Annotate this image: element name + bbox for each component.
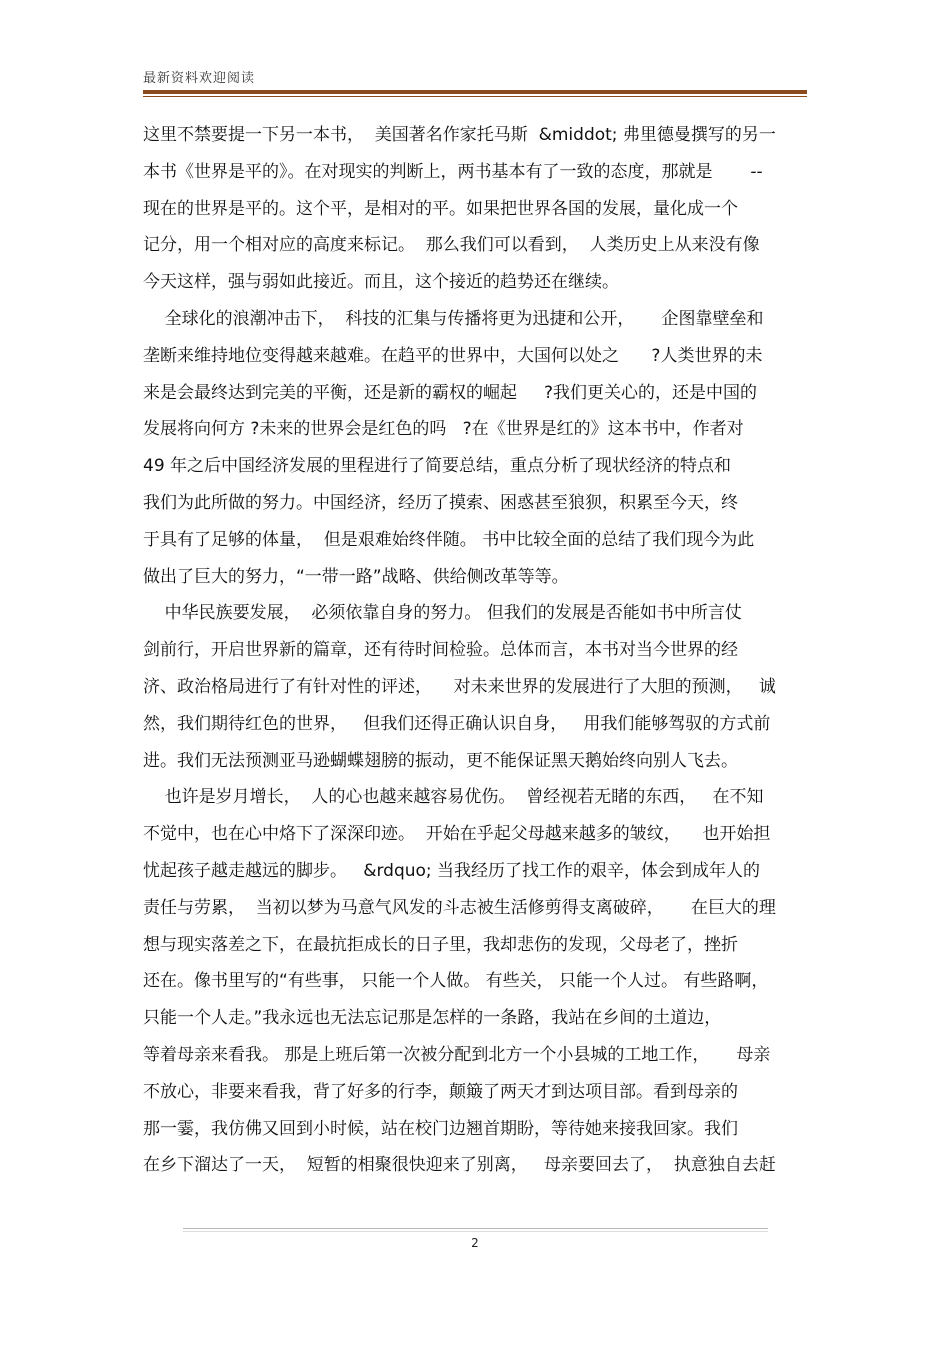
page-number: 2	[471, 1236, 479, 1250]
text-line: 49 年之后中国经济发展的里程进行了简要总结，重点分析了现状经济的特点和	[143, 456, 732, 477]
text-line: 剑前行，开启世界新的篇章，还有待时间检验。总体而言，本书对当今世界的经	[143, 640, 738, 661]
text-line: 想与现实落差之下，在最抗拒成长的日子里，我却悲伤的发现，父母老了，挫折	[143, 934, 738, 955]
text-line: 做出了巨大的努力，“一带一路”战略、供给侧改革等等。	[143, 566, 569, 587]
header-divider-thin	[143, 96, 807, 97]
text-line: 等着母亲来看我。 那是上班后第一次被分配到北方一个小县城的工地工作， 母亲	[143, 1044, 771, 1065]
text-line: 垄断来维持地位变得越来越难。在趋平的世界中，大国何以处之 ?人类世界的未	[143, 345, 763, 366]
text-line: 在乡下溜达了一天， 短暂的相聚很快迎来了别离， 母亲要回去了， 执意独自去赶	[143, 1155, 776, 1176]
header-title: 最新资料欢迎阅读	[143, 71, 256, 86]
text-line: 本书《世界是平的》。在对现实的判断上，两书基本有了一致的态度，那就是 --	[143, 161, 763, 182]
text-line: 不觉中，也在心中烙下了深深印迹。 开始在乎起父母越来越多的皱纹， 也开始担	[143, 824, 771, 845]
footer-divider-thin	[183, 1231, 768, 1232]
text-line: 济、政治格局进行了有针对性的评述， 对未来世界的发展进行了大胆的预测， 诚	[143, 676, 776, 697]
text-line: 我们为此所做的努力。中国经济，经历了摸索、困惑甚至狼狈，积累至今天，终	[143, 492, 738, 513]
text-line: 全球化的浪潮冲击下， 科技的汇集与传播将更为迅捷和公开， 企图靠壁垒和	[143, 308, 764, 329]
text-line: 还在。像书里写的“有些事， 只能一个人做。 有些关， 只能一个人过。 有些路啊，	[143, 971, 769, 992]
header-divider	[143, 90, 807, 94]
document-body	[143, 117, 809, 1184]
text-line: 忧起孩子越走越远的脚步。 &rdquo; 当我经历了找工作的艰辛，体会到成年人的	[143, 860, 761, 881]
text-line: 只能一个人走。”我永远也无法忘记那是怎样的一条路，我站在乡间的土道边，	[143, 1008, 722, 1029]
text-line: 这里不禁要提一下另一本书， 美国著名作家托马斯 &middot; 弗里德曼撰写的另一	[143, 125, 776, 145]
text-line: 记分，用一个相对应的高度来标记。 那么我们可以看到， 人类历史上从来没有像	[143, 235, 760, 256]
text-line: 现在的世界是平的。这个平，是相对的平。如果把世界各国的发展，量化成一个	[143, 198, 738, 219]
text-line: 中华民族要发展， 必须依靠自身的努力。 但我们的发展是否能如书中所言仗	[143, 603, 742, 624]
text-line: 然，我们期待红色的世界， 但我们还得正确认识自身， 用我们能够驾驭的方式前	[143, 713, 771, 734]
text-line: 也许是岁月增长， 人的心也越来越容易优伤。 曾经视若无睹的东西， 在不知	[143, 787, 764, 808]
text-line: 来是会最终达到完美的平衡，还是新的霸权的崛起 ?我们更关心的，还是中国的	[143, 382, 758, 403]
text-line: 那一霎，我仿佛又回到小时候，站在校门边翘首期盼，等待她来接我回家。我们	[143, 1118, 738, 1139]
text-line: 今天这样，强与弱如此接近。而且，这个接近的趋势还在继续。	[143, 272, 619, 293]
text-line: 责任与劳累， 当初以梦为马意气风发的斗志被生活修剪得支离破碎， 在巨大的理	[143, 897, 776, 918]
text-line: 于具有了足够的体量， 但是艰难始终伴随。 书中比较全面的总结了我们现今为此	[143, 529, 755, 550]
text-line: 进。我们无法预测亚马逊蝴蝶翅膀的振动，更不能保证黑天鹅始终向别人飞去。	[143, 750, 738, 771]
text-line: 发展将向何方 ?未来的世界会是红色的吗 ?在《世界是红的》这本书中，作者对	[143, 419, 744, 440]
text-line: 不放心，非要来看我，背了好多的行李，颠簸了两天才到达项目部。看到母亲的	[143, 1081, 738, 1102]
footer-divider	[183, 1228, 768, 1229]
